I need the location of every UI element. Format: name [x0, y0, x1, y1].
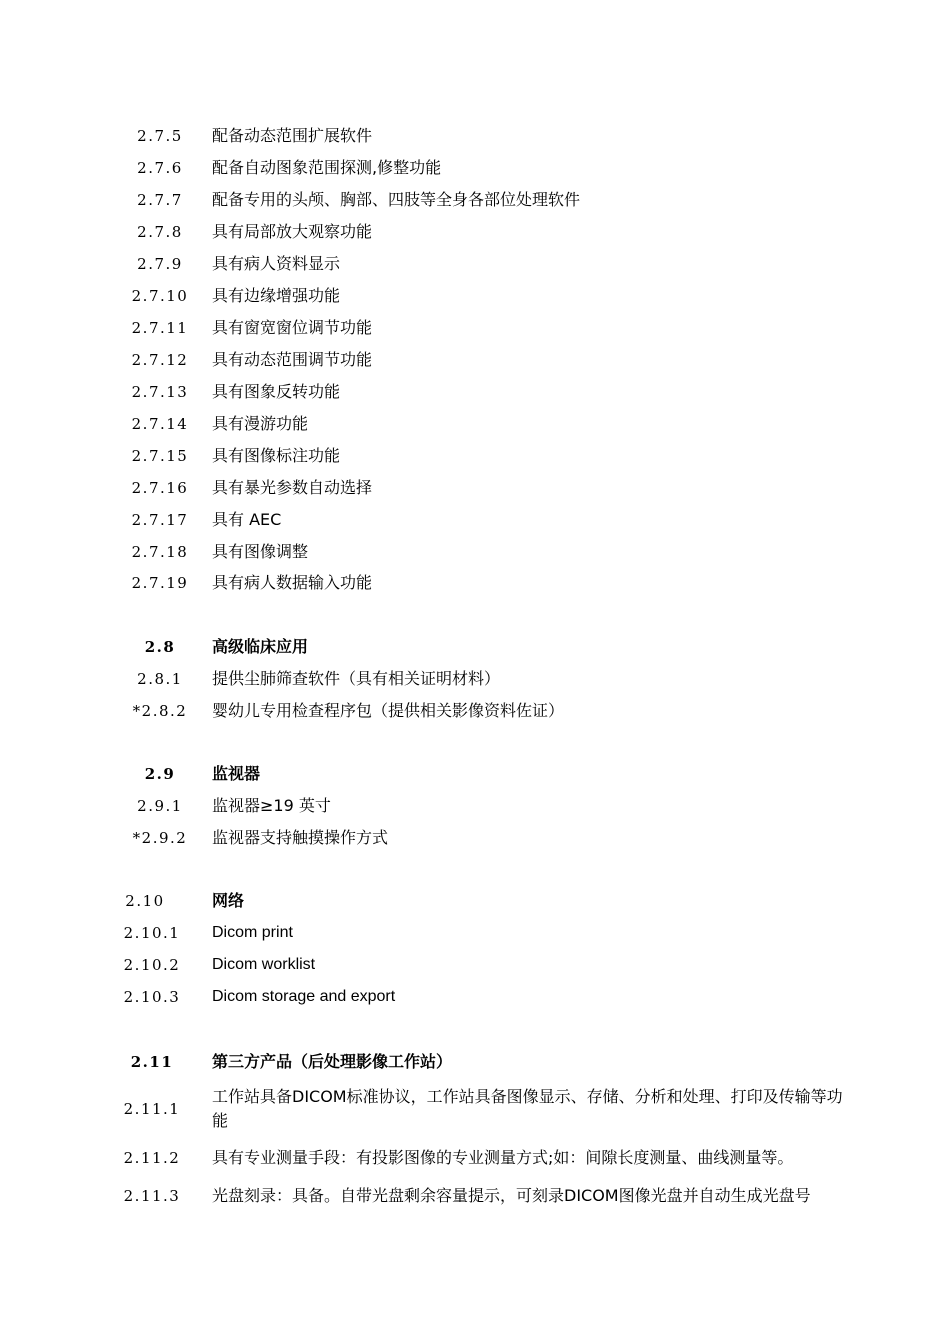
item-number: 2.7.8 [137, 223, 183, 241]
item-text: 提供尘肺筛查软件（具有相关证明材料） [212, 669, 501, 688]
item-text: Dicom storage and export [212, 988, 396, 1005]
section-heading [0, 889, 950, 913]
item-number: 2.9.1 [137, 797, 183, 815]
item-text: 具有动态范围调节功能 [212, 350, 373, 369]
section-heading [0, 1050, 950, 1074]
item-number: 2.10.3 [123, 988, 181, 1006]
list-item [0, 794, 950, 818]
list-item [0, 316, 950, 340]
list-item [0, 188, 950, 212]
item-text: 具有病人数据输入功能 [212, 573, 373, 592]
item-text: 具有专业测量手段：有投影图像的专业测量方式;如：间隙长度测量、曲线测量等。 [212, 1148, 794, 1167]
list-item [0, 476, 950, 500]
item-text: 具有漫游功能 [212, 414, 309, 433]
item-text: 监视器支持触摸操作方式 [212, 828, 389, 847]
item-number: 2.10.1 [123, 924, 181, 942]
item-number: *2.9.2 [132, 829, 188, 847]
item-text: 具有窗宽窗位调节功能 [212, 318, 373, 337]
section-title: 网络 [212, 891, 245, 910]
item-number: 2.7.18 [131, 543, 189, 561]
list-item [0, 252, 950, 276]
item-text: 具有暴光参数自动选择 [212, 478, 373, 497]
section-number: 2.10 [125, 892, 165, 910]
list-item [0, 1085, 950, 1133]
list-item [0, 826, 950, 850]
item-number: 2.7.7 [137, 191, 183, 209]
item-number: 2.7.6 [137, 159, 183, 177]
item-text: 具有 AEC [212, 510, 282, 529]
item-number: 2.11.1 [123, 1100, 181, 1118]
item-number: 2.11.2 [123, 1149, 181, 1167]
item-number: 2.7.17 [131, 511, 189, 529]
item-text: 配备动态范围扩展软件 [212, 126, 373, 145]
section-number: 2.11 [130, 1053, 174, 1071]
item-text: 工作站具备DICOM标准协议，工作站具备图像显示、存储、分析和处理、打印及传输等功能 [212, 1087, 843, 1130]
list-item [0, 156, 950, 180]
list-item [0, 571, 950, 595]
item-text: Dicom print [212, 924, 293, 941]
item-text: 具有病人资料显示 [212, 254, 341, 273]
item-number: 2.7.9 [137, 255, 183, 273]
list-item [0, 124, 950, 148]
item-text: 具有图象反转功能 [212, 382, 341, 401]
item-number: 2.11.3 [123, 1187, 181, 1205]
section-heading [0, 635, 950, 659]
section-number: 2.8 [144, 638, 176, 656]
list-item [0, 985, 950, 1009]
list-item [0, 444, 950, 468]
item-text: 婴幼儿专用检查程序包（提供相关影像资料佐证） [212, 701, 565, 720]
list-item [0, 412, 950, 436]
item-number: 2.7.19 [131, 574, 189, 592]
list-item [0, 348, 950, 372]
section-title: 高级临床应用 [212, 637, 309, 656]
item-number: 2.7.16 [131, 479, 189, 497]
list-item [0, 380, 950, 404]
item-text: 光盘刻录：具备。自带光盘剩余容量提示，可刻录DICOM图像光盘并自动生成光盘号 [212, 1186, 811, 1205]
section-title: 第三方产品（后处理影像工作站） [212, 1052, 453, 1071]
item-text: Dicom worklist [212, 956, 316, 973]
section-title: 监视器 [212, 764, 261, 783]
item-text: 配备自动图象范围探测,修整功能 [212, 158, 442, 177]
item-number: *2.8.2 [132, 702, 188, 720]
item-number: 2.7.11 [131, 319, 189, 337]
list-item [0, 1146, 950, 1170]
section-number: 2.9 [144, 765, 176, 783]
list-item [0, 953, 950, 977]
list-item [0, 508, 950, 532]
item-number: 2.7.12 [131, 351, 189, 369]
item-number: 2.7.13 [131, 383, 189, 401]
item-number: 2.7.10 [131, 287, 189, 305]
list-item [0, 540, 950, 564]
section-heading [0, 762, 950, 786]
item-number: 2.7.14 [131, 415, 189, 433]
item-number: 2.10.2 [123, 956, 181, 974]
list-item [0, 220, 950, 244]
item-text: 监视器≥19 英寸 [212, 796, 331, 815]
item-number: 2.7.5 [137, 127, 183, 145]
item-text: 具有局部放大观察功能 [212, 222, 373, 241]
list-item [0, 667, 950, 691]
list-item [0, 284, 950, 308]
item-text: 具有边缘增强功能 [212, 286, 341, 305]
list-item [0, 921, 950, 945]
list-item [0, 1184, 950, 1208]
item-text: 具有图像标注功能 [212, 446, 341, 465]
list-item [0, 699, 950, 723]
item-text: 配备专用的头颅、胸部、四肢等全身各部位处理软件 [212, 190, 581, 209]
item-number: 2.8.1 [137, 670, 183, 688]
item-number: 2.7.15 [131, 447, 189, 465]
item-text: 具有图像调整 [212, 542, 309, 561]
